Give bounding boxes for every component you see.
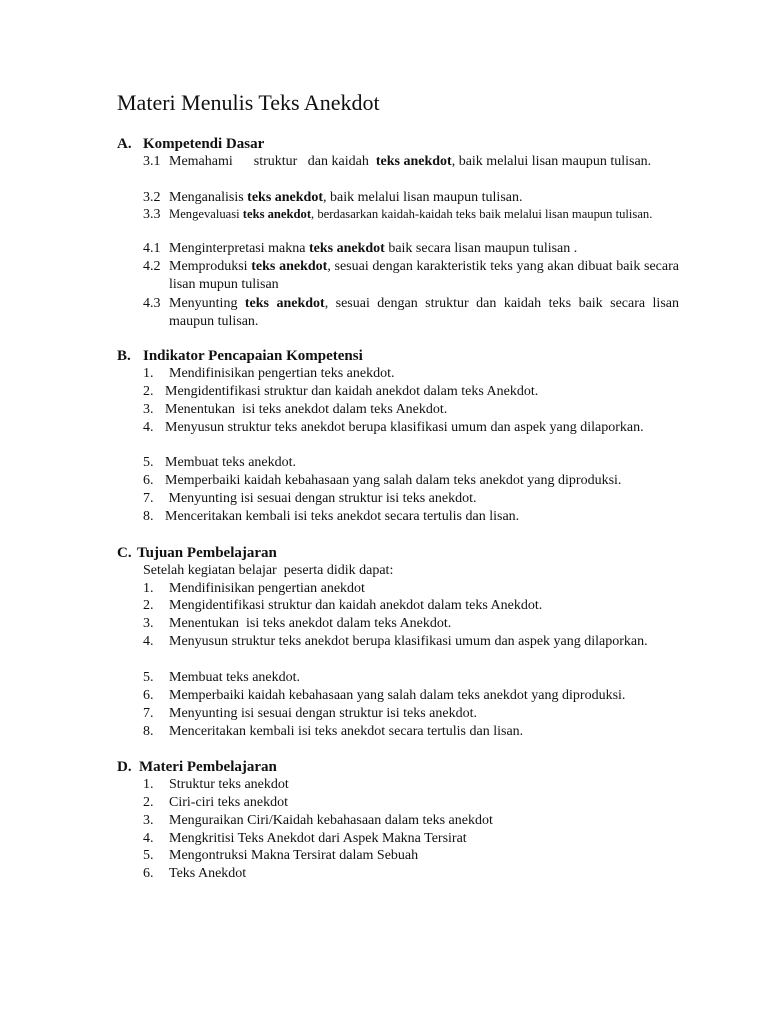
list-number: 8. (143, 724, 154, 739)
list-number: 2. (143, 795, 154, 810)
list-text: Struktur teks anekdot (169, 777, 289, 792)
list-number: 5. (143, 670, 154, 685)
tujuan-item (143, 597, 679, 615)
kd-item-3-1 (143, 153, 679, 171)
kd-item-4-1 (143, 240, 679, 258)
list-number: 4. (143, 634, 154, 649)
kd-text-post: , sesuai dengan struktur dan kaidah teks baik secara lisan maupun tulisan. (169, 296, 679, 329)
list-number: 6. (143, 473, 154, 488)
kd-text (143, 153, 679, 171)
kd-text-post: , baik melalui lisan maupun tulisan. (323, 190, 523, 205)
tujuan-item (143, 615, 679, 633)
list-text: Menyunting isi sesuai dengan struktur isi teks anekdot. (165, 491, 477, 506)
materi-item (143, 830, 679, 848)
kd-text-pre: Memahami struktur dan kaidah (169, 154, 376, 169)
list-text: Menceritakan kembali isi teks anekdot secara tertulis dan lisan. (165, 509, 520, 524)
list-text: Menguraikan Ciri/Kaidah kebahasaan dalam teks anekdot (169, 813, 493, 828)
kd-text-pre: Mengevaluasi (169, 207, 243, 221)
indikator-item (143, 365, 679, 383)
list-text: Mengontruksi Makna Tersirat dalam Sebuah (169, 848, 419, 863)
section-a-letter: A. (117, 136, 132, 152)
list-text: Mendifinisikan pengertian teks anekdot. (169, 366, 395, 381)
section-b-title: Indikator Pencapaian Kompetensi (143, 348, 363, 364)
section-b-letter: B. (117, 348, 131, 364)
section-b-heading (117, 347, 363, 365)
section-d-letter: D. (117, 759, 132, 775)
kd-number: 3.3 (143, 207, 161, 222)
list-number: 4. (143, 420, 154, 435)
list-text: Ciri-ciri teks anekdot (169, 795, 288, 810)
kd-text (143, 189, 679, 207)
list-number: 7. (143, 706, 154, 721)
kd-text-post: baik secara lisan maupun tulisan . (384, 241, 578, 256)
section-c-letter: C. (117, 545, 132, 561)
indikator-item (143, 490, 679, 508)
list-number: 5. (143, 848, 154, 863)
kd-text-post: , berdasarkan kaidah-kaidah teks baik melalui lisan maupun tulisan. (311, 207, 653, 221)
indikator-item (143, 401, 679, 419)
kd-item-4-2 (143, 258, 679, 293)
list-number: 3. (143, 813, 154, 828)
section-d-heading (117, 758, 277, 776)
tujuan-item (143, 687, 679, 705)
kd-text (143, 258, 679, 293)
list-text: Mengkritisi Teks Anekdot dari Aspek Makna Tersirat (169, 831, 467, 846)
tujuan-item (143, 705, 679, 723)
kd-number: 4.2 (143, 259, 161, 274)
kd-text-pre: Menginterpretasi makna (169, 241, 309, 256)
list-number: 1. (143, 366, 154, 381)
tujuan-item (143, 723, 679, 741)
kd-number: 3.1 (143, 154, 161, 169)
kd-text-post: , sesuai dengan karakteristik teks yang akan dibuat baik secara lisan mupun tulisan (169, 259, 679, 292)
kd-text-pre: Menganalisis (169, 190, 248, 205)
materi-item (143, 865, 679, 883)
list-number: 4. (143, 831, 154, 846)
list-text: Menceritakan kembali isi teks anekdot secara tertulis dan lisan. (169, 724, 524, 739)
list-number: 3. (143, 402, 154, 417)
section-a-title: Kompetendi Dasar (143, 136, 265, 152)
tujuan-item (143, 669, 679, 687)
list-text: Menentukan isi teks anekdot dalam teks Anekdot. (169, 616, 452, 631)
section-c-intro: Setelah kegiatan belajar peserta didik dapat: (143, 563, 394, 578)
section-c-heading (117, 544, 277, 562)
kd-text-pre: Menyunting (169, 296, 245, 311)
list-text: Memperbaiki kaidah kebahasaan yang salah dalam teks anekdot yang diproduksi. (169, 688, 626, 703)
list-number: 2. (143, 598, 154, 613)
list-number: 8. (143, 509, 154, 524)
list-text: Mendifinisikan pengertian anekdot (169, 581, 365, 596)
indikator-item (143, 419, 679, 437)
kd-item-3-2 (143, 189, 679, 207)
kd-text-bold: teks anekdot (251, 259, 328, 274)
list-number: 7. (143, 491, 154, 506)
indikator-item (143, 383, 679, 401)
list-number: 6. (143, 866, 154, 881)
list-text: Teks Anekdot (169, 866, 247, 881)
indikator-item (143, 454, 679, 472)
kd-text-bold: teks anekdot (242, 207, 312, 221)
indikator-item (143, 508, 679, 526)
materi-item (143, 794, 679, 812)
list-text: Menyusun struktur teks anekdot berupa klasifikasi umum dan aspek yang dilaporkan. (169, 634, 648, 649)
kd-text-post: , baik melalui lisan maupun tulisan. (451, 154, 652, 169)
list-number: 5. (143, 455, 154, 470)
kd-text (143, 206, 679, 224)
list-number: 1. (143, 777, 154, 792)
list-text: Menentukan isi teks anekdot dalam teks Anekdot. (165, 402, 448, 417)
section-d-title: Materi Pembelajaran (139, 759, 277, 775)
list-number: 2. (143, 384, 154, 399)
materi-item (143, 847, 679, 865)
list-text: Menyunting isi sesuai dengan struktur isi teks anekdot. (169, 706, 477, 721)
kd-text (143, 295, 679, 330)
materi-item (143, 812, 679, 830)
list-text: Mengidentifikasi struktur dan kaidah anekdot dalam teks Anekdot. (169, 598, 543, 613)
kd-text-bold: teks anekdot (247, 190, 324, 205)
list-text: Mengidentifikasi struktur dan kaidah anekdot dalam teks Anekdot. (165, 384, 539, 399)
section-a-heading (117, 135, 264, 153)
list-number: 1. (143, 581, 154, 596)
indikator-item (143, 472, 679, 490)
kd-number: 4.3 (143, 296, 161, 311)
tujuan-item (143, 580, 679, 598)
kd-text (143, 240, 679, 258)
list-text: Membuat teks anekdot. (165, 455, 297, 470)
kd-item-3-3 (143, 206, 679, 224)
kd-number: 4.1 (143, 241, 161, 256)
kd-text-bold: teks anekdot (375, 154, 452, 169)
page-title: Materi Menulis Teks Anekdot (117, 90, 380, 115)
kd-text-pre: Memproduksi (169, 259, 252, 274)
kd-number: 3.2 (143, 190, 161, 205)
list-number: 3. (143, 616, 154, 631)
kd-text-bold: teks anekdot (308, 241, 385, 256)
kd-text-bold: teks anekdot (244, 296, 325, 311)
tujuan-item (143, 633, 679, 651)
list-text: Menyusun struktur teks anekdot berupa klasifikasi umum dan aspek yang dilaporkan. (165, 420, 644, 435)
list-text: Memperbaiki kaidah kebahasaan yang salah dalam teks anekdot yang diproduksi. (165, 473, 622, 488)
list-number: 6. (143, 688, 154, 703)
kd-item-4-3 (143, 295, 679, 330)
list-text: Membuat teks anekdot. (169, 670, 301, 685)
materi-item (143, 776, 679, 794)
section-c-title: Tujuan Pembelajaran (137, 545, 277, 561)
